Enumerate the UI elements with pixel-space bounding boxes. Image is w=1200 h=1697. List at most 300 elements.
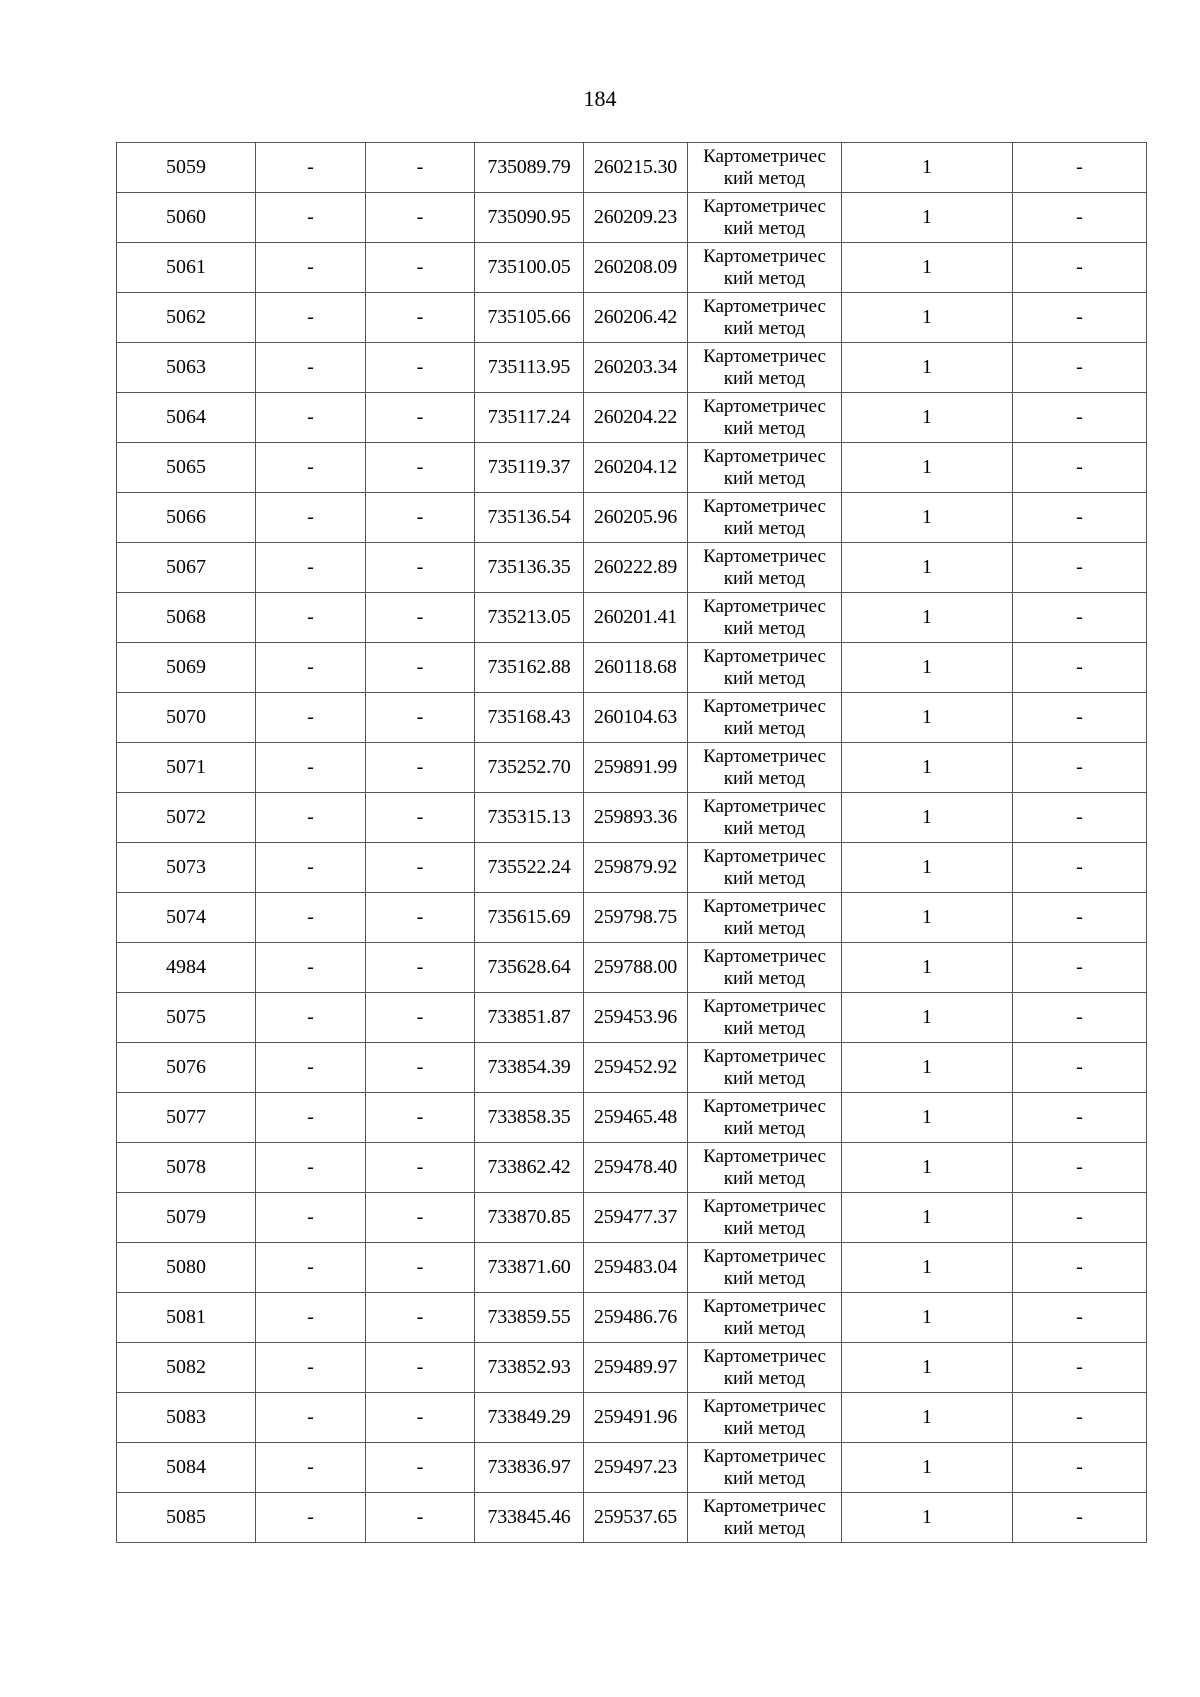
count-cell: 1 [842, 543, 1013, 593]
point-id-cell: 5072 [117, 793, 256, 843]
method-cell [688, 193, 842, 243]
dash-cell: - [1013, 1393, 1147, 1443]
dash-cell: - [366, 543, 475, 593]
method-text-line1: Картометричес [703, 1245, 826, 1267]
method-cell [688, 493, 842, 543]
table-body [117, 143, 1147, 1543]
dash-cell: - [366, 293, 475, 343]
dash-cell: - [366, 393, 475, 443]
table-row [117, 743, 1147, 793]
method-text-line1: Картометричес [703, 745, 826, 767]
dash-cell: - [256, 1343, 366, 1393]
point-id-cell: 4984 [117, 943, 256, 993]
dash-cell: - [256, 243, 366, 293]
method-cell [688, 793, 842, 843]
point-id-cell: 5085 [117, 1493, 256, 1543]
method-text-line1: Картометричес [703, 395, 826, 417]
dash-cell: - [256, 1093, 366, 1143]
method-cell [688, 1043, 842, 1093]
method-cell [688, 743, 842, 793]
dash-cell: - [1013, 443, 1147, 493]
dash-cell: - [366, 1343, 475, 1393]
dash-cell: - [256, 993, 366, 1043]
dash-cell: - [256, 443, 366, 493]
point-id-cell: 5074 [117, 893, 256, 943]
table-row [117, 943, 1147, 993]
method-cell [688, 1093, 842, 1143]
method-text-line1: Картометричес [703, 1295, 826, 1317]
point-id-cell: 5078 [117, 1143, 256, 1193]
count-cell: 1 [842, 193, 1013, 243]
dash-cell: - [1013, 843, 1147, 893]
y-coordinate-cell: 260118.68 [584, 643, 688, 693]
table-row [117, 593, 1147, 643]
method-text-line1: Картометричес [703, 1395, 826, 1417]
table-row [117, 1143, 1147, 1193]
x-coordinate-cell: 733852.93 [475, 1343, 584, 1393]
method-cell [688, 643, 842, 693]
method-text-line2: кий метод [723, 667, 806, 689]
y-coordinate-cell: 259491.96 [584, 1393, 688, 1443]
dash-cell: - [1013, 1193, 1147, 1243]
method-text-line2: кий метод [723, 1517, 806, 1539]
y-coordinate-cell: 259465.48 [584, 1093, 688, 1143]
method-cell [688, 543, 842, 593]
point-id-cell: 5080 [117, 1243, 256, 1293]
count-cell: 1 [842, 643, 1013, 693]
x-coordinate-cell: 735119.37 [475, 443, 584, 493]
dash-cell: - [1013, 893, 1147, 943]
x-coordinate-cell: 733870.85 [475, 1193, 584, 1243]
method-text-line2: кий метод [723, 567, 806, 589]
method-cell [688, 893, 842, 943]
method-text-line1: Картометричес [703, 295, 826, 317]
method-text-line1: Картометричес [703, 545, 826, 567]
y-coordinate-cell: 259453.96 [584, 993, 688, 1043]
dash-cell: - [366, 693, 475, 743]
dash-cell: - [1013, 143, 1147, 193]
point-id-cell: 5081 [117, 1293, 256, 1343]
method-text-line1: Картометричес [703, 595, 826, 617]
y-coordinate-cell: 259537.65 [584, 1493, 688, 1543]
table-row [117, 493, 1147, 543]
point-id-cell: 5062 [117, 293, 256, 343]
method-text-line1: Картометричес [703, 845, 826, 867]
count-cell: 1 [842, 943, 1013, 993]
count-cell: 1 [842, 893, 1013, 943]
y-coordinate-cell: 259489.97 [584, 1343, 688, 1393]
x-coordinate-cell: 735090.95 [475, 193, 584, 243]
dash-cell: - [1013, 193, 1147, 243]
method-text-line1: Картометричес [703, 445, 826, 467]
table-row [117, 893, 1147, 943]
method-text-line2: кий метод [723, 417, 806, 439]
x-coordinate-cell: 733836.97 [475, 1443, 584, 1493]
x-coordinate-cell: 735089.79 [475, 143, 584, 193]
method-text-line1: Картометричес [703, 145, 826, 167]
x-coordinate-cell: 735615.69 [475, 893, 584, 943]
dash-cell: - [256, 1293, 366, 1343]
dash-cell: - [256, 893, 366, 943]
method-cell [688, 593, 842, 643]
method-text-line2: кий метод [723, 317, 806, 339]
method-text-line1: Картометричес [703, 695, 826, 717]
x-coordinate-cell: 733858.35 [475, 1093, 584, 1143]
dash-cell: - [256, 1443, 366, 1493]
method-text-line1: Картометричес [703, 945, 826, 967]
dash-cell: - [1013, 1143, 1147, 1193]
table-row [117, 293, 1147, 343]
x-coordinate-cell: 735117.24 [475, 393, 584, 443]
count-cell: 1 [842, 443, 1013, 493]
method-cell [688, 693, 842, 743]
method-text-line2: кий метод [723, 1267, 806, 1289]
dash-cell: - [366, 893, 475, 943]
point-id-cell: 5059 [117, 143, 256, 193]
method-cell [688, 393, 842, 443]
point-id-cell: 5069 [117, 643, 256, 693]
dash-cell: - [366, 1143, 475, 1193]
dash-cell: - [366, 193, 475, 243]
count-cell: 1 [842, 143, 1013, 193]
dash-cell: - [366, 993, 475, 1043]
method-cell [688, 243, 842, 293]
x-coordinate-cell: 733845.46 [475, 1493, 584, 1543]
point-id-cell: 5083 [117, 1393, 256, 1443]
table-row [117, 243, 1147, 293]
dash-cell: - [1013, 1493, 1147, 1543]
method-cell [688, 1143, 842, 1193]
method-text-line1: Картометричес [703, 1345, 826, 1367]
dash-cell: - [366, 1493, 475, 1543]
count-cell: 1 [842, 393, 1013, 443]
method-cell [688, 293, 842, 343]
table-row [117, 193, 1147, 243]
point-id-cell: 5060 [117, 193, 256, 243]
table-row [117, 343, 1147, 393]
method-cell [688, 993, 842, 1043]
dash-cell: - [366, 1093, 475, 1143]
count-cell: 1 [842, 1243, 1013, 1293]
table-row [117, 1193, 1147, 1243]
count-cell: 1 [842, 1493, 1013, 1543]
table-row [117, 1043, 1147, 1093]
y-coordinate-cell: 259788.00 [584, 943, 688, 993]
point-id-cell: 5070 [117, 693, 256, 743]
y-coordinate-cell: 259891.99 [584, 743, 688, 793]
y-coordinate-cell: 259879.92 [584, 843, 688, 893]
dash-cell: - [256, 1393, 366, 1443]
dash-cell: - [1013, 943, 1147, 993]
x-coordinate-cell: 733859.55 [475, 1293, 584, 1343]
count-cell: 1 [842, 993, 1013, 1043]
method-cell [688, 1393, 842, 1443]
y-coordinate-cell: 259477.37 [584, 1193, 688, 1243]
dash-cell: - [366, 943, 475, 993]
method-cell [688, 443, 842, 493]
table-row [117, 1443, 1147, 1493]
x-coordinate-cell: 735136.35 [475, 543, 584, 593]
dash-cell: - [1013, 993, 1147, 1043]
dash-cell: - [366, 443, 475, 493]
method-text-line2: кий метод [723, 367, 806, 389]
method-cell [688, 1343, 842, 1393]
dash-cell: - [256, 643, 366, 693]
table-row [117, 543, 1147, 593]
method-text-line1: Картометричес [703, 495, 826, 517]
method-cell [688, 1243, 842, 1293]
dash-cell: - [366, 243, 475, 293]
dash-cell: - [1013, 743, 1147, 793]
count-cell: 1 [842, 1293, 1013, 1343]
method-text-line2: кий метод [723, 467, 806, 489]
x-coordinate-cell: 735522.24 [475, 843, 584, 893]
method-text-line2: кий метод [723, 1417, 806, 1439]
method-text-line2: кий метод [723, 167, 806, 189]
method-cell [688, 843, 842, 893]
dash-cell: - [1013, 243, 1147, 293]
x-coordinate-cell: 735113.95 [475, 343, 584, 393]
table-row [117, 1243, 1147, 1293]
dash-cell: - [366, 1043, 475, 1093]
count-cell: 1 [842, 1193, 1013, 1243]
point-id-cell: 5077 [117, 1093, 256, 1143]
point-id-cell: 5063 [117, 343, 256, 393]
dash-cell: - [366, 1393, 475, 1443]
y-coordinate-cell: 260205.96 [584, 493, 688, 543]
dash-cell: - [256, 1243, 366, 1293]
x-coordinate-cell: 733862.42 [475, 1143, 584, 1193]
coordinates-table [116, 142, 1147, 1543]
method-text-line2: кий метод [723, 817, 806, 839]
point-id-cell: 5067 [117, 543, 256, 593]
point-id-cell: 5064 [117, 393, 256, 443]
dash-cell: - [256, 1193, 366, 1243]
dash-cell: - [366, 493, 475, 543]
dash-cell: - [1013, 293, 1147, 343]
method-cell [688, 943, 842, 993]
dash-cell: - [1013, 643, 1147, 693]
y-coordinate-cell: 260215.30 [584, 143, 688, 193]
dash-cell: - [366, 143, 475, 193]
count-cell: 1 [842, 1443, 1013, 1493]
point-id-cell: 5068 [117, 593, 256, 643]
point-id-cell: 5084 [117, 1443, 256, 1493]
x-coordinate-cell: 735315.13 [475, 793, 584, 843]
method-text-line2: кий метод [723, 1167, 806, 1189]
point-id-cell: 5065 [117, 443, 256, 493]
method-text-line2: кий метод [723, 617, 806, 639]
method-text-line2: кий метод [723, 917, 806, 939]
dash-cell: - [256, 343, 366, 393]
dash-cell: - [366, 1443, 475, 1493]
table-row [117, 1393, 1147, 1443]
method-text-line1: Картометричес [703, 895, 826, 917]
x-coordinate-cell: 735105.66 [475, 293, 584, 343]
count-cell: 1 [842, 243, 1013, 293]
x-coordinate-cell: 735100.05 [475, 243, 584, 293]
table-row [117, 143, 1147, 193]
y-coordinate-cell: 259798.75 [584, 893, 688, 943]
method-cell [688, 343, 842, 393]
table-row [117, 1343, 1147, 1393]
dash-cell: - [256, 293, 366, 343]
table-row [117, 693, 1147, 743]
method-text-line1: Картометричес [703, 1045, 826, 1067]
method-text-line2: кий метод [723, 267, 806, 289]
x-coordinate-cell: 735168.43 [475, 693, 584, 743]
x-coordinate-cell: 733851.87 [475, 993, 584, 1043]
point-id-cell: 5082 [117, 1343, 256, 1393]
point-id-cell: 5076 [117, 1043, 256, 1093]
dash-cell: - [1013, 1343, 1147, 1393]
table-row [117, 1493, 1147, 1543]
count-cell: 1 [842, 293, 1013, 343]
dash-cell: - [1013, 393, 1147, 443]
dash-cell: - [1013, 793, 1147, 843]
y-coordinate-cell: 260204.22 [584, 393, 688, 443]
method-cell [688, 143, 842, 193]
dash-cell: - [366, 743, 475, 793]
y-coordinate-cell: 259483.04 [584, 1243, 688, 1293]
method-text-line2: кий метод [723, 217, 806, 239]
count-cell: 1 [842, 343, 1013, 393]
method-cell [688, 1293, 842, 1343]
dash-cell: - [256, 793, 366, 843]
dash-cell: - [1013, 493, 1147, 543]
y-coordinate-cell: 260201.41 [584, 593, 688, 643]
method-text-line2: кий метод [723, 1117, 806, 1139]
method-text-line1: Картометричес [703, 195, 826, 217]
dash-cell: - [1013, 343, 1147, 393]
table-row [117, 1293, 1147, 1343]
dash-cell: - [256, 693, 366, 743]
method-cell [688, 1443, 842, 1493]
dash-cell: - [1013, 1293, 1147, 1343]
y-coordinate-cell: 259478.40 [584, 1143, 688, 1193]
table-row [117, 1093, 1147, 1143]
x-coordinate-cell: 735162.88 [475, 643, 584, 693]
dash-cell: - [256, 1143, 366, 1193]
method-text-line1: Картометричес [703, 345, 826, 367]
method-text-line2: кий метод [723, 1217, 806, 1239]
dash-cell: - [1013, 1043, 1147, 1093]
table-row [117, 393, 1147, 443]
dash-cell: - [256, 143, 366, 193]
y-coordinate-cell: 260203.34 [584, 343, 688, 393]
method-cell [688, 1193, 842, 1243]
method-text-line1: Картометричес [703, 1095, 826, 1117]
y-coordinate-cell: 260209.23 [584, 193, 688, 243]
method-text-line1: Картометричес [703, 645, 826, 667]
dash-cell: - [256, 1043, 366, 1093]
dash-cell: - [1013, 1243, 1147, 1293]
count-cell: 1 [842, 1143, 1013, 1193]
method-cell [688, 1493, 842, 1543]
method-text-line1: Картометричес [703, 995, 826, 1017]
count-cell: 1 [842, 1093, 1013, 1143]
table-row [117, 443, 1147, 493]
dash-cell: - [256, 393, 366, 443]
count-cell: 1 [842, 693, 1013, 743]
method-text-line2: кий метод [723, 1467, 806, 1489]
dash-cell: - [256, 493, 366, 543]
method-text-line1: Картометричес [703, 1145, 826, 1167]
dash-cell: - [366, 593, 475, 643]
x-coordinate-cell: 733849.29 [475, 1393, 584, 1443]
point-id-cell: 5071 [117, 743, 256, 793]
method-text-line2: кий метод [723, 1367, 806, 1389]
dash-cell: - [256, 843, 366, 893]
method-text-line2: кий метод [723, 967, 806, 989]
x-coordinate-cell: 735136.54 [475, 493, 584, 543]
x-coordinate-cell: 735252.70 [475, 743, 584, 793]
count-cell: 1 [842, 1343, 1013, 1393]
dash-cell: - [366, 793, 475, 843]
x-coordinate-cell: 733871.60 [475, 1243, 584, 1293]
dash-cell: - [366, 843, 475, 893]
point-id-cell: 5061 [117, 243, 256, 293]
dash-cell: - [1013, 543, 1147, 593]
y-coordinate-cell: 260208.09 [584, 243, 688, 293]
method-text-line2: кий метод [723, 1317, 806, 1339]
x-coordinate-cell: 735628.64 [475, 943, 584, 993]
x-coordinate-cell: 735213.05 [475, 593, 584, 643]
x-coordinate-cell: 733854.39 [475, 1043, 584, 1093]
table-row [117, 993, 1147, 1043]
y-coordinate-cell: 259893.36 [584, 793, 688, 843]
dash-cell: - [256, 593, 366, 643]
y-coordinate-cell: 260104.63 [584, 693, 688, 743]
dash-cell: - [1013, 693, 1147, 743]
dash-cell: - [366, 1243, 475, 1293]
method-text-line1: Картометричес [703, 1445, 826, 1467]
count-cell: 1 [842, 493, 1013, 543]
table-row [117, 643, 1147, 693]
y-coordinate-cell: 259497.23 [584, 1443, 688, 1493]
method-text-line2: кий метод [723, 517, 806, 539]
method-text-line2: кий метод [723, 1067, 806, 1089]
dash-cell: - [1013, 593, 1147, 643]
dash-cell: - [366, 1293, 475, 1343]
count-cell: 1 [842, 593, 1013, 643]
method-text-line1: Картометричес [703, 245, 826, 267]
method-text-line1: Картометричес [703, 795, 826, 817]
method-text-line2: кий метод [723, 1017, 806, 1039]
dash-cell: - [366, 343, 475, 393]
dash-cell: - [256, 1493, 366, 1543]
method-text-line2: кий метод [723, 717, 806, 739]
dash-cell: - [256, 943, 366, 993]
count-cell: 1 [842, 793, 1013, 843]
dash-cell: - [1013, 1443, 1147, 1493]
point-id-cell: 5073 [117, 843, 256, 893]
point-id-cell: 5075 [117, 993, 256, 1043]
dash-cell: - [256, 543, 366, 593]
dash-cell: - [366, 1193, 475, 1243]
count-cell: 1 [842, 743, 1013, 793]
point-id-cell: 5079 [117, 1193, 256, 1243]
method-text-line2: кий метод [723, 867, 806, 889]
dash-cell: - [256, 193, 366, 243]
dash-cell: - [256, 743, 366, 793]
count-cell: 1 [842, 1043, 1013, 1093]
y-coordinate-cell: 260204.12 [584, 443, 688, 493]
table-row [117, 793, 1147, 843]
method-text-line1: Картометричес [703, 1495, 826, 1517]
y-coordinate-cell: 260206.42 [584, 293, 688, 343]
method-text-line2: кий метод [723, 767, 806, 789]
